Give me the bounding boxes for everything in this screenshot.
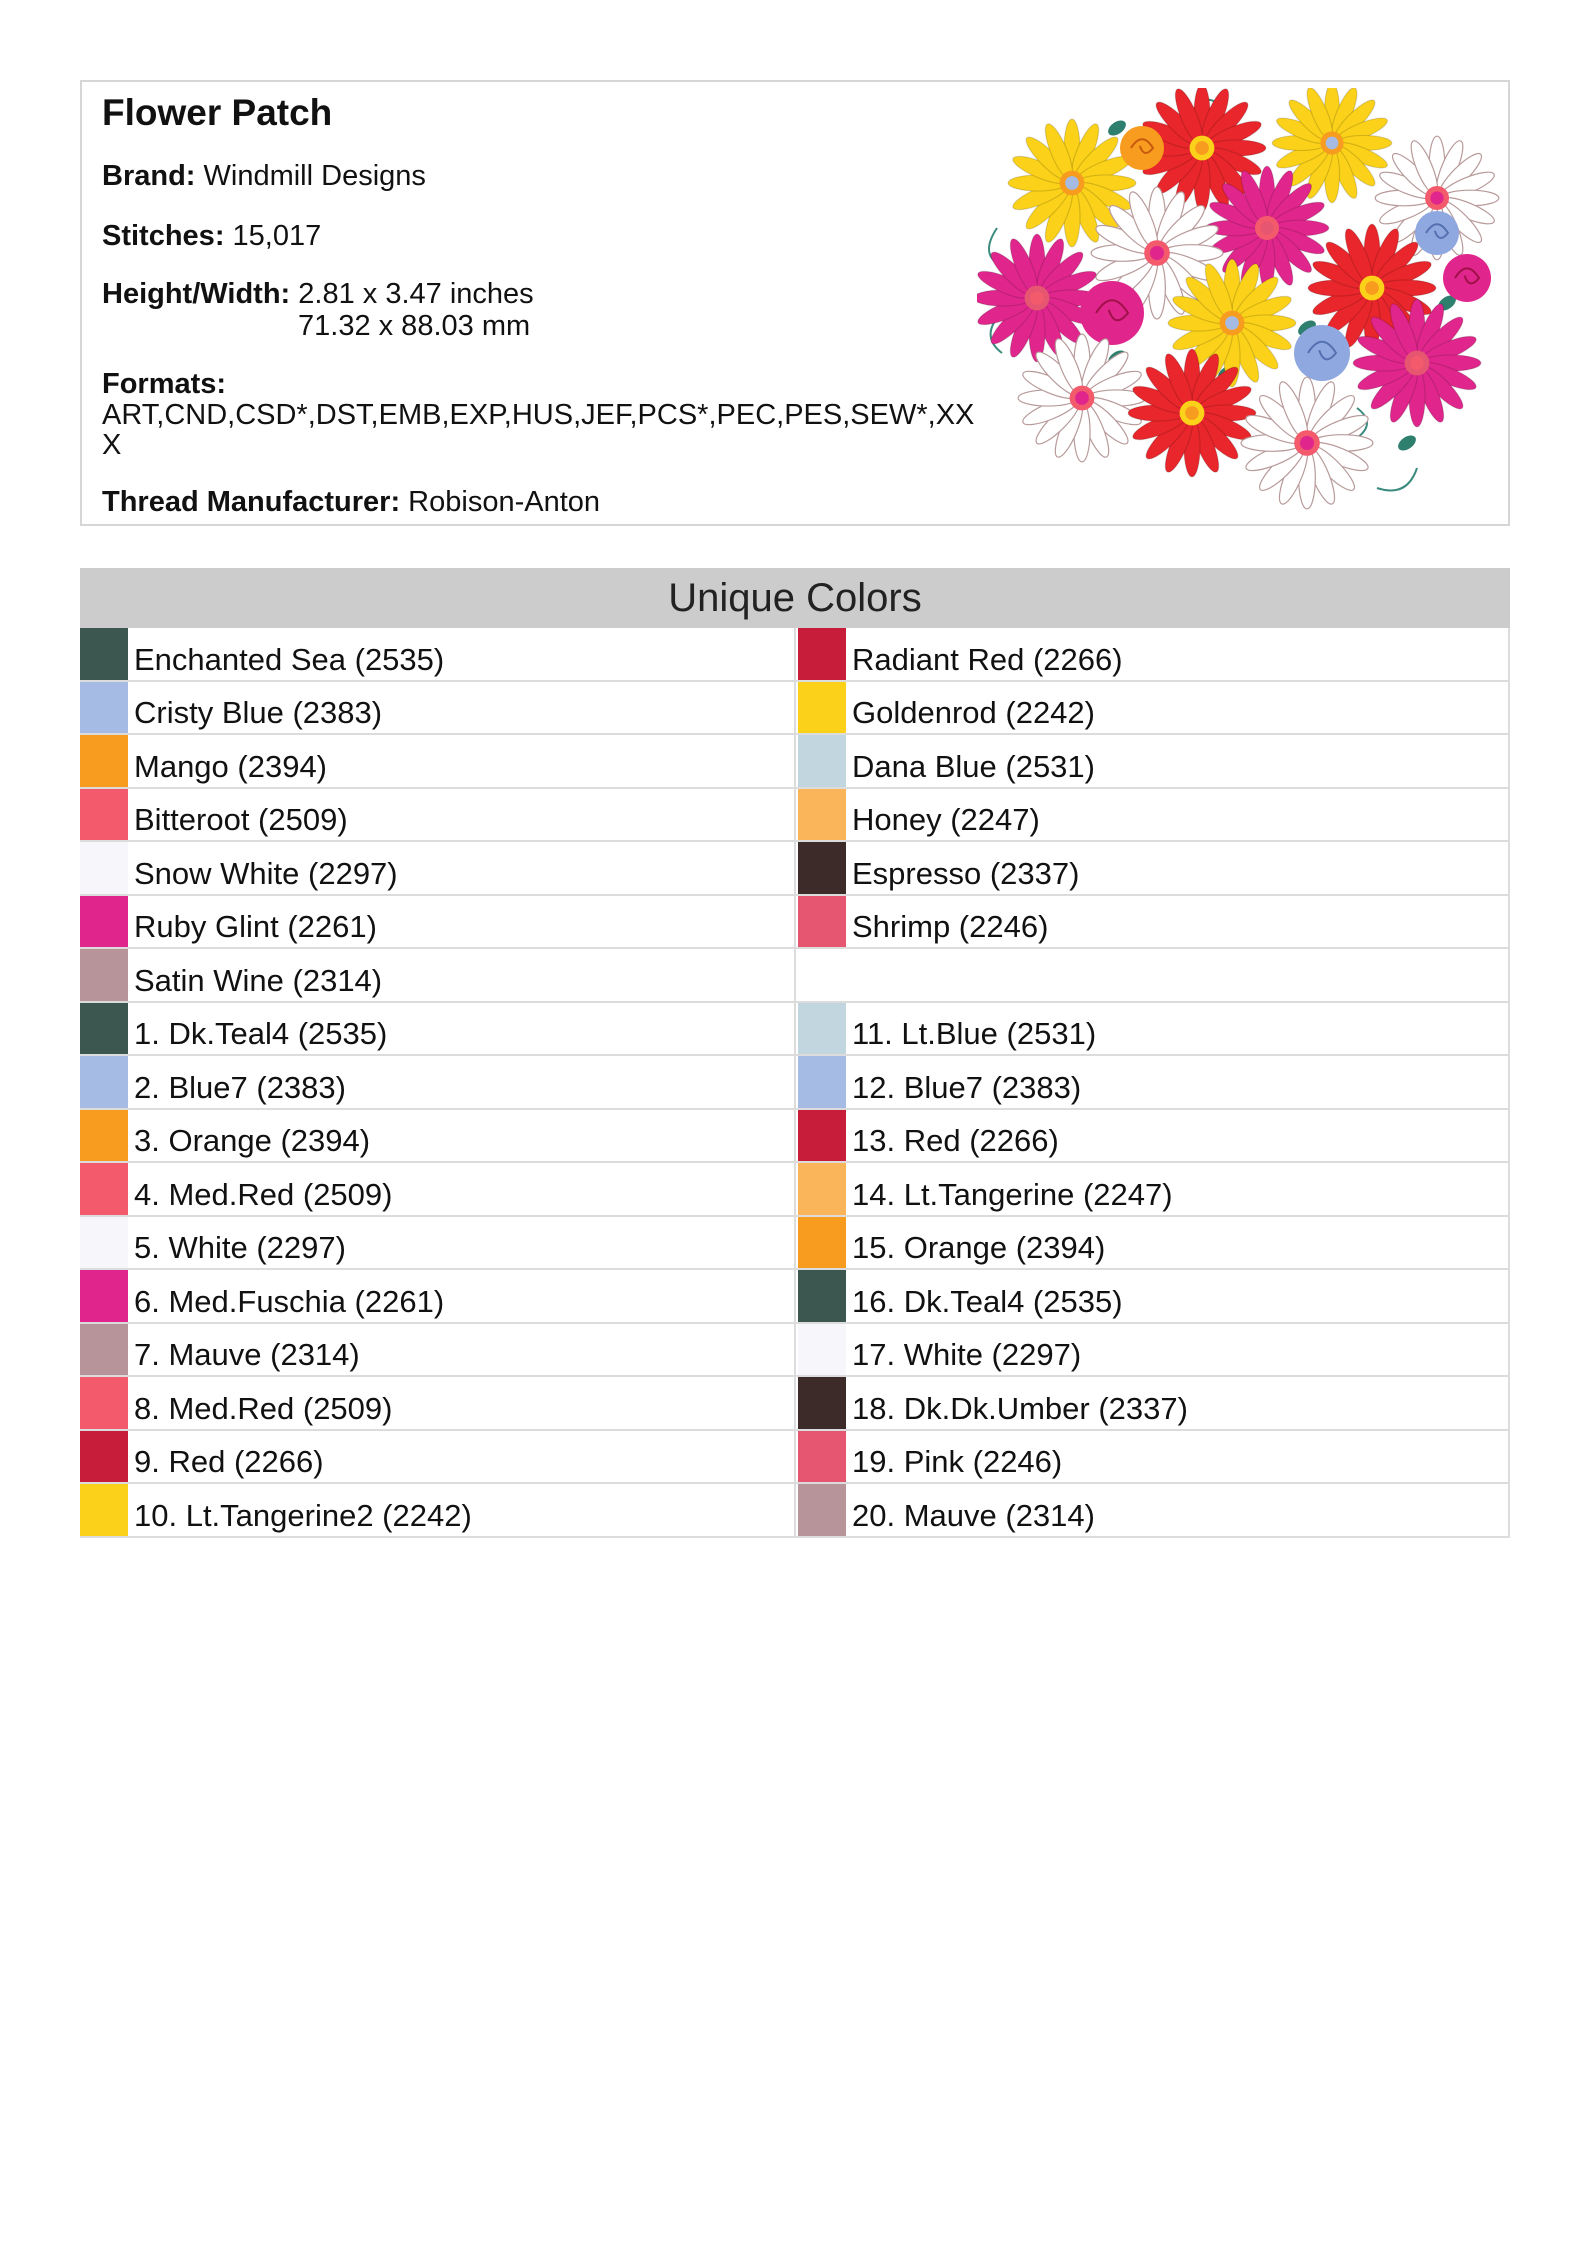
color-swatch xyxy=(80,1217,128,1269)
color-swatch xyxy=(80,949,128,1001)
color-cell xyxy=(80,1217,796,1271)
color-swatch xyxy=(798,1003,846,1055)
color-label: 3. Orange (2394) xyxy=(134,1123,371,1158)
color-cell xyxy=(796,1056,1510,1110)
table-row xyxy=(80,842,1510,896)
color-cell xyxy=(80,1324,796,1378)
color-cell xyxy=(796,1163,1510,1217)
color-cell xyxy=(796,1217,1510,1271)
color-swatch xyxy=(80,628,128,680)
color-cell xyxy=(80,1003,796,1057)
table-row xyxy=(80,682,1510,736)
color-cell xyxy=(80,1056,796,1110)
color-swatch xyxy=(798,628,846,680)
color-swatch xyxy=(798,682,846,734)
height-width-inches: 2.81 x 3.47 inches xyxy=(298,278,534,310)
color-cell xyxy=(796,1484,1510,1538)
color-cell xyxy=(80,1110,796,1164)
color-rows xyxy=(80,628,1510,1538)
color-cell xyxy=(796,896,1510,950)
design-info-box xyxy=(80,80,1510,526)
table-row xyxy=(80,1377,1510,1431)
color-label: 17. White (2297) xyxy=(852,1337,1082,1372)
table-row xyxy=(80,1484,1510,1538)
color-cell xyxy=(80,789,796,843)
color-cell xyxy=(796,1377,1510,1431)
color-label: Espresso (2337) xyxy=(852,855,1080,891)
color-label: 13. Red (2266) xyxy=(852,1123,1059,1158)
unique-colors-table xyxy=(80,568,1510,1538)
color-swatch xyxy=(80,735,128,787)
color-swatch xyxy=(798,1324,846,1376)
color-label: Ruby Glint (2261) xyxy=(134,909,377,944)
color-label: 6. Med.Fuschia (2261) xyxy=(134,1283,445,1319)
color-swatch xyxy=(80,1056,128,1108)
table-row xyxy=(80,1270,1510,1324)
brand-value: Windmill Designs xyxy=(203,160,426,192)
color-swatch xyxy=(80,789,128,841)
color-cell xyxy=(796,1324,1510,1378)
color-label: Satin Wine (2314) xyxy=(134,962,383,998)
color-cell xyxy=(80,1377,796,1431)
color-swatch xyxy=(798,896,846,948)
color-cell xyxy=(80,1270,796,1324)
color-cell xyxy=(80,735,796,789)
color-label: Radiant Red (2266) xyxy=(852,641,1123,677)
color-cell xyxy=(796,842,1510,896)
brand-field xyxy=(102,160,426,192)
color-cell xyxy=(796,789,1510,843)
color-cell xyxy=(80,896,796,950)
stitches-value: 15,017 xyxy=(232,220,322,252)
color-label: 15. Orange (2394) xyxy=(852,1230,1106,1265)
color-cell xyxy=(796,1270,1510,1324)
color-label: 8. Med.Red (2509) xyxy=(134,1390,393,1426)
formats-field xyxy=(102,368,982,460)
color-swatch xyxy=(80,896,128,948)
flower-design-preview xyxy=(977,88,1507,522)
height-width-field xyxy=(102,278,534,342)
color-swatch xyxy=(798,1484,846,1536)
color-cell xyxy=(796,628,1510,682)
color-label: 20. Mauve (2314) xyxy=(852,1497,1095,1533)
color-swatch xyxy=(80,1431,128,1483)
color-cell xyxy=(80,1484,796,1538)
design-title: Flower Patch xyxy=(102,92,333,133)
color-label: 12. Blue7 (2383) xyxy=(852,1069,1082,1105)
color-cell xyxy=(80,1431,796,1485)
table-row xyxy=(80,896,1510,950)
unique-colors-header: Unique Colors xyxy=(80,568,1510,628)
table-row xyxy=(80,1324,1510,1378)
table-row xyxy=(80,1056,1510,1110)
color-swatch xyxy=(798,1217,846,1269)
color-label: Dana Blue (2531) xyxy=(852,748,1095,784)
color-cell xyxy=(80,628,796,682)
color-cell xyxy=(796,1003,1510,1057)
stitches-label: Stitches: xyxy=(102,220,225,252)
color-label: 4. Med.Red (2509) xyxy=(134,1176,393,1212)
color-swatch xyxy=(80,1110,128,1162)
color-swatch xyxy=(80,1003,128,1055)
color-swatch xyxy=(798,1431,846,1483)
color-cell xyxy=(80,842,796,896)
table-row xyxy=(80,735,1510,789)
height-width-mm: 71.32 x 88.03 mm xyxy=(298,310,531,342)
color-swatch xyxy=(80,1377,128,1429)
color-swatch xyxy=(798,1056,846,1108)
color-label: 18. Dk.Dk.Umber (2337) xyxy=(852,1390,1188,1426)
brand-label: Brand: xyxy=(102,160,196,192)
stitches-field xyxy=(102,220,321,252)
thread-manufacturer-label: Thread Manufacturer: xyxy=(102,486,401,518)
color-cell xyxy=(796,1431,1510,1485)
height-width-label: Height/Width: xyxy=(102,278,291,310)
table-row xyxy=(80,1163,1510,1217)
table-row xyxy=(80,789,1510,843)
color-label: 19. Pink (2246) xyxy=(852,1444,1063,1479)
color-label: 10. Lt.Tangerine2 (2242) xyxy=(134,1497,472,1533)
color-label: 11. Lt.Blue (2531) xyxy=(852,1016,1097,1051)
color-swatch xyxy=(80,1324,128,1376)
table-row xyxy=(80,628,1510,682)
color-cell xyxy=(796,1110,1510,1164)
table-row xyxy=(80,1217,1510,1271)
color-swatch xyxy=(798,842,846,894)
color-label: 5. White (2297) xyxy=(134,1230,346,1265)
color-label: 16. Dk.Teal4 (2535) xyxy=(852,1283,1123,1319)
color-label: Snow White (2297) xyxy=(134,855,398,891)
color-swatch xyxy=(80,1163,128,1215)
color-label: 1. Dk.Teal4 (2535) xyxy=(134,1016,388,1051)
color-swatch xyxy=(80,682,128,734)
color-cell xyxy=(80,1163,796,1217)
table-row xyxy=(80,1110,1510,1164)
thread-manufacturer-field xyxy=(102,486,600,518)
color-label: Honey (2247) xyxy=(852,802,1040,837)
color-label: 2. Blue7 (2383) xyxy=(134,1069,346,1105)
color-label: Goldenrod (2242) xyxy=(852,695,1095,730)
color-cell xyxy=(796,682,1510,736)
formats-label: Formats: xyxy=(102,368,227,400)
thread-manufacturer-value: Robison-Anton xyxy=(408,486,601,518)
color-swatch xyxy=(80,1484,128,1536)
color-cell xyxy=(80,949,796,1003)
color-cell xyxy=(796,735,1510,789)
color-label: Shrimp (2246) xyxy=(852,909,1049,944)
color-cell xyxy=(80,682,796,736)
color-swatch xyxy=(798,1270,846,1322)
table-row xyxy=(80,1431,1510,1485)
color-label: 9. Red (2266) xyxy=(134,1444,324,1479)
color-swatch xyxy=(798,1110,846,1162)
color-label: 14. Lt.Tangerine (2247) xyxy=(852,1176,1173,1212)
color-swatch xyxy=(80,842,128,894)
color-swatch xyxy=(798,1163,846,1215)
table-row xyxy=(80,949,1510,1003)
color-label: Cristy Blue (2383) xyxy=(134,695,383,730)
color-swatch xyxy=(80,1270,128,1322)
color-swatch xyxy=(798,1377,846,1429)
color-label: Bitteroot (2509) xyxy=(134,802,348,837)
color-label: 7. Mauve (2314) xyxy=(134,1337,360,1372)
color-label: Enchanted Sea (2535) xyxy=(134,641,445,677)
color-label: Mango (2394) xyxy=(134,748,328,784)
table-row xyxy=(80,1003,1510,1057)
color-swatch xyxy=(798,789,846,841)
formats-value: ART,CND,CSD*,DST,EMB,EXP,HUS,JEF,PCS*,PEC,PES,SEW*,XXX xyxy=(102,399,975,461)
empty-cell xyxy=(796,949,1510,1003)
color-swatch xyxy=(798,735,846,787)
